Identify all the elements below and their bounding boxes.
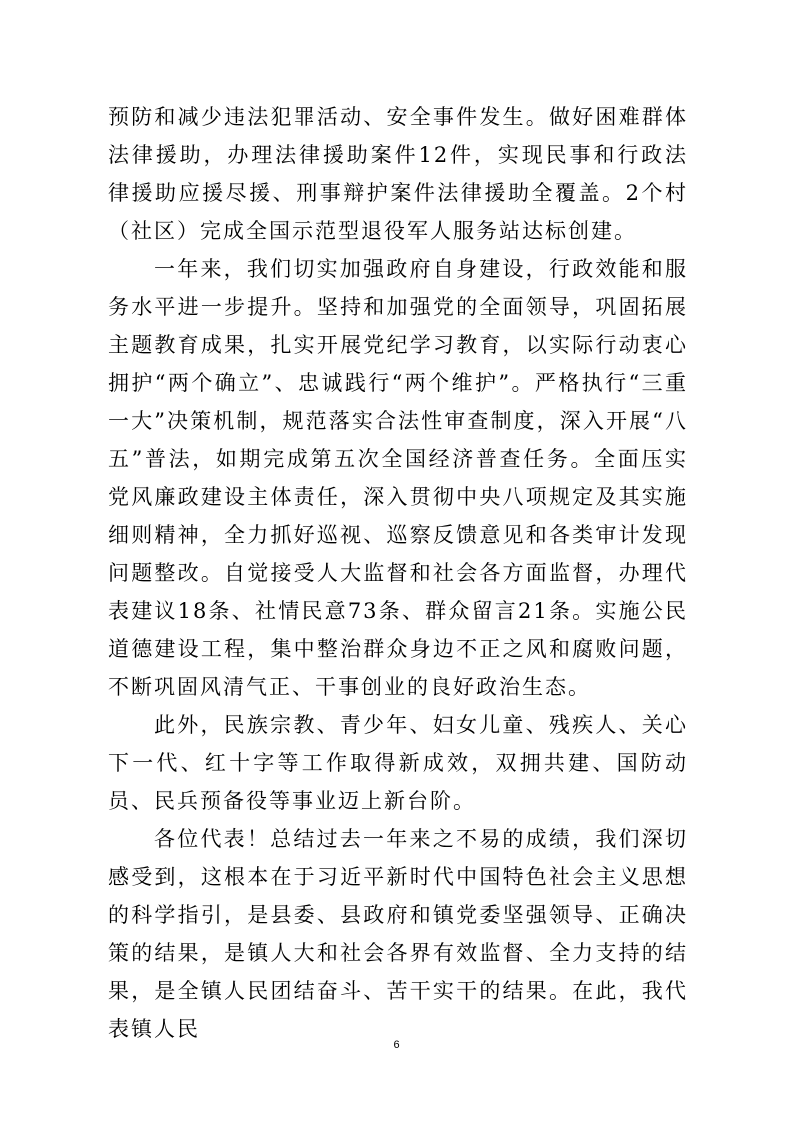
paragraph-4: 各位代表！总结过去一年来之不易的成绩，我们深切感受到，这根本在于习近平新时代中国特色社会主义思想的科学指引，是县委、县政府和镇党委坚强领导、正确决策的结果，是镇人大和社会各界有效监督、全力支持的结果，是全镇人民团结奋斗、苦干实干的结果。在此，我代表镇人民 bbox=[108, 827, 688, 1041]
page-number: 6 bbox=[393, 1039, 400, 1051]
paragraph-2: 一年来，我们切实加强政府自身建设，行政效能和服务水平进一步提升。坚持和加强党的全面领导，巩固拓展主题教育成果，扎实开展党纪学习教育，以实际行动衷心拥护“两个确立”、忠诚践行“两个维护”。严格执行“三重一大”决策机制，规范落实合法性审查制度，深入开展“八五”普法，如期完成第五次全国经济普查任务。全面压实党风廉政建设主体责任，深入贯彻中央八项规定及其实施细则精神，全力抓好巡视、巡察反馈意见和各类审计发现问题整改。自觉接受人大监督和社会各方面监督，办理代表建议18条、社情民意73条、群众留言21条。实施公民道德建设工程，集中整治群众身边不正之风和腐败问题，不断巩固风清气正、干事创业的良好政治生态。 bbox=[108, 257, 688, 699]
paragraph-1: 预防和减少违法犯罪活动、安全事件发生。做好困难群体法律援助，办理法律援助案件12件，实现民事和行政法律援助应援尽援、刑事辩护案件法律援助全覆盖。2个村（社区）完成全国示范型退役军人服务站达标创建。 bbox=[108, 105, 688, 243]
paragraph-3: 此外，民族宗教、青少年、妇女儿童、残疾人、关心下一代、红十字等工作取得新成效，双拥共建、国防动员、民兵预备役等事业迈上新台阶。 bbox=[108, 713, 688, 813]
document-body bbox=[108, 98, 688, 1048]
